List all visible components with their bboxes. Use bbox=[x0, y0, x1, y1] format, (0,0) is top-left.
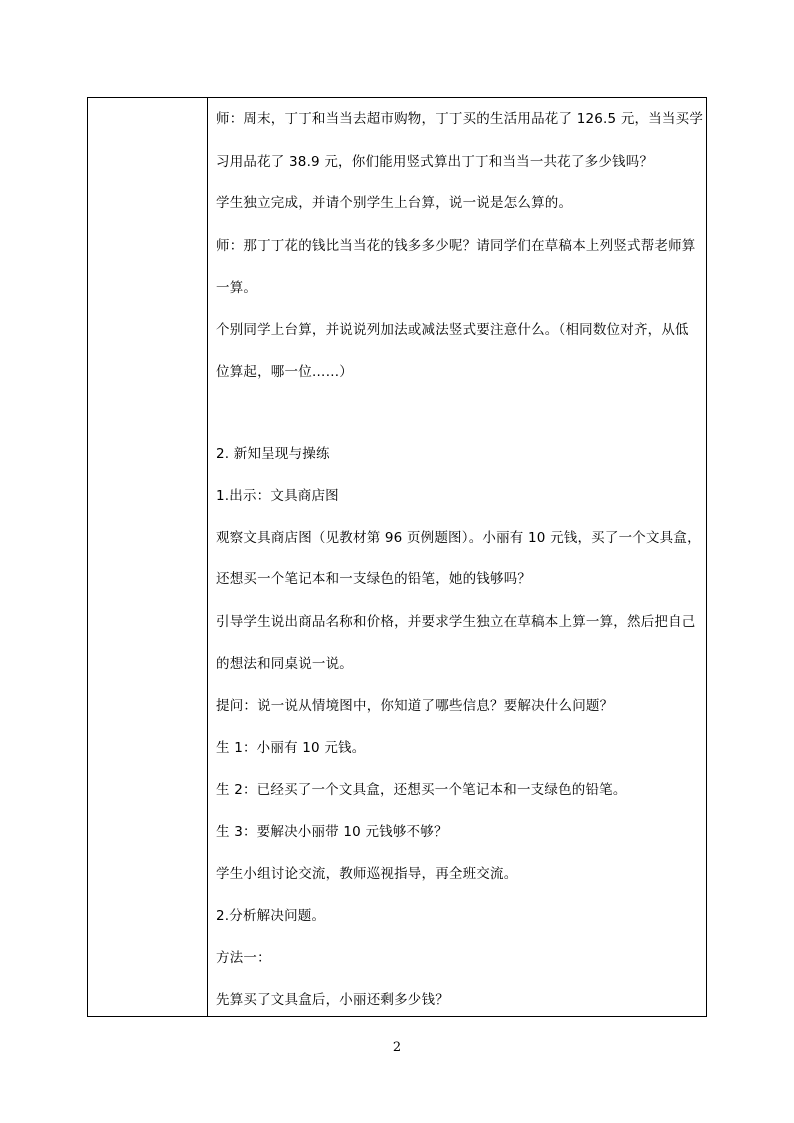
text-line: 的想法和同桌说一说。 bbox=[216, 656, 353, 672]
page-number: 2 bbox=[392, 1040, 402, 1055]
text-line: 先算买了文具盒后，小丽还剩多少钱？ bbox=[216, 992, 449, 1008]
text-line: 学生独立完成，并请个别学生上台算，说一说是怎么算的。 bbox=[216, 195, 573, 211]
text-line: 1.出示：文具商店图 bbox=[216, 488, 339, 504]
text-line: 观察文具商店图（见教材第 96 页例题图）。小丽有 10 元钱，买了一个文具盒， bbox=[216, 530, 701, 546]
text-line: 一算。 bbox=[216, 280, 258, 296]
text-line: 习用品花了 38.9 元，你们能用竖式算出丁丁和当当一共花了多少钱吗？ bbox=[216, 154, 654, 170]
text-line: 2.分析解决问题。 bbox=[216, 908, 326, 924]
text-line: 引导学生说出商品名称和价格，并要求学生独立在草稿本上算一算，然后把自己 bbox=[216, 614, 696, 630]
text-line: 还想买一个笔记本和一支绿色的铅笔，她的钱够吗？ bbox=[216, 571, 532, 587]
section-heading: 2. 新知呈现与操练 bbox=[216, 446, 330, 462]
text-line: 生 3：要解决小丽带 10 元钱够不够？ bbox=[216, 824, 448, 840]
text-line: 生 1：小丽有 10 元钱。 bbox=[216, 740, 366, 756]
text-line: 提问：说一说从情境图中，你知道了哪些信息？要解决什么问题？ bbox=[216, 698, 614, 714]
text-line: 师：周末，丁丁和当当去超市购物，丁丁买的生活用品花了 126.5 元，当当买学 bbox=[216, 111, 704, 127]
table-column-divider bbox=[207, 97, 208, 1017]
text-line: 学生小组讨论交流，教师巡视指导，再全班交流。 bbox=[216, 866, 518, 882]
text-line: 生 2：已经买了一个文具盒，还想买一个笔记本和一支绿色的铅笔。 bbox=[216, 782, 627, 798]
text-line: 位算起，哪一位……） bbox=[216, 364, 353, 380]
text-line: 个别同学上台算，并说说列加法或减法竖式要注意什么。（相同数位对齐，从低 bbox=[216, 322, 689, 338]
text-line: 师：那丁丁花的钱比当当花的钱多多少呢？请同学们在草稿本上列竖式帮老师算 bbox=[216, 238, 696, 254]
text-line: 方法一： bbox=[216, 950, 271, 966]
